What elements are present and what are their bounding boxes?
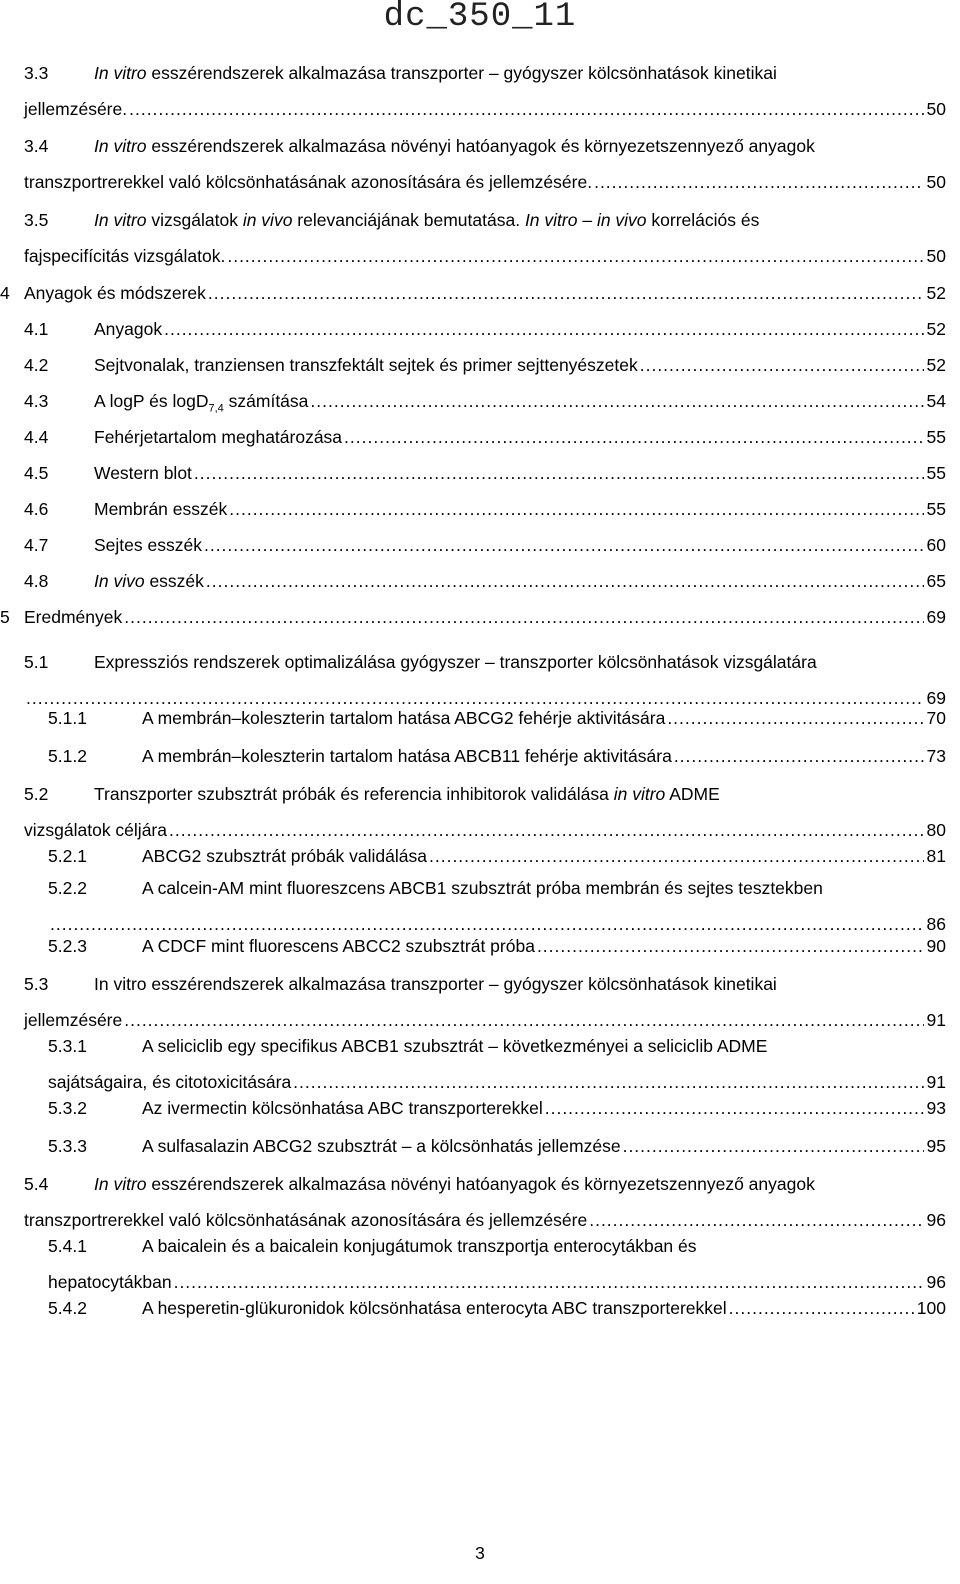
dot-leader: [729, 1290, 915, 1326]
entry-title-part: In vitro: [94, 63, 147, 83]
toc-entry-title-continuation: [24, 91, 127, 127]
entry-title-part: relevanciájának bemutatása.: [292, 210, 525, 230]
toc-entry[interactable]: [24, 455, 946, 491]
toc-entry-title: [142, 1128, 621, 1164]
entry-title-part: A baicalein és a baicalein konjugátumok transzportja enterocytákban és: [142, 1236, 697, 1256]
toc-entry-number: 4.2: [24, 355, 49, 375]
toc-entry-title: [142, 870, 823, 906]
entry-title-part: vizsgálatok: [146, 210, 243, 230]
entry-title-part: ADME: [665, 784, 720, 804]
toc-entry[interactable]: [0, 275, 946, 311]
entry-title-part: Expressziós rendszerek optimalizálása gyógyszer – transzporter kölcsönhatások vizsgálatára: [94, 652, 817, 672]
toc-entry-number: 3.5: [24, 210, 49, 230]
dot-leader: [537, 928, 924, 964]
entry-title-part: esszérendszerek alkalmazása növényi hatóanyagok és környezetszennyező anyagok: [146, 1174, 815, 1194]
toc-entry-number: 5: [0, 607, 10, 627]
toc-entry-page-number: 54: [926, 391, 946, 411]
entry-title-part: korrelációs és: [646, 210, 760, 230]
dot-leader: [667, 700, 924, 736]
toc-entry-page-number: 69: [926, 688, 946, 708]
toc-entry-title: [142, 928, 535, 964]
toc-entry-page-number: 69: [926, 607, 946, 627]
toc-entry[interactable]: [48, 1090, 946, 1126]
dot-leader: [206, 563, 924, 599]
toc-entry-number: 4.8: [24, 571, 49, 591]
document-header-watermark: dc_350_11: [383, 0, 577, 36]
dot-leader: [124, 599, 924, 635]
toc-entry-title: [142, 1228, 697, 1264]
entry-title-part: Membrán esszék: [94, 499, 228, 519]
page-number: 3: [475, 1543, 485, 1563]
toc-entry[interactable]: [24, 347, 946, 383]
toc-entry-title: [94, 563, 204, 599]
entry-title-part: –: [577, 210, 597, 230]
toc-entry[interactable]: [24, 383, 946, 419]
entry-title-part: számítása: [223, 391, 309, 411]
dot-leader: [429, 838, 924, 874]
entry-title-part: fajspecifícitás vizsgálatok.: [24, 246, 226, 266]
toc-entry-number: 4.5: [24, 463, 49, 483]
entry-title-part: transzportrerekkel való kölcsönhatásának azonosítására és jellemzésére: [24, 1210, 588, 1230]
toc-entry[interactable]: [48, 1128, 946, 1164]
toc-entry-page-number: 100: [916, 1298, 946, 1318]
toc-entry-title: [142, 1290, 727, 1326]
toc-entry-number: 4.3: [24, 391, 49, 411]
toc-entry-title: [94, 491, 227, 527]
entry-title-part: in vitro: [613, 784, 666, 804]
toc-entry-number: 5.3.1: [48, 1036, 87, 1056]
toc-entry-title: [24, 275, 206, 311]
toc-entry-title: [94, 527, 202, 563]
toc-entry-number: 5.1: [24, 652, 49, 672]
toc-entry-page-number: 55: [926, 427, 946, 447]
entry-title-part: 7,4: [208, 402, 224, 415]
toc-entry-title: [94, 419, 342, 455]
toc-entry-number: 5.1.2: [48, 746, 87, 766]
dot-leader: [674, 738, 924, 774]
dot-leader: [594, 164, 924, 200]
toc-entry-page-number: 52: [926, 355, 946, 375]
dot-leader: [640, 347, 924, 383]
entry-title-part: in vivo: [596, 210, 647, 230]
toc-entry-number: 4.4: [24, 427, 49, 447]
toc-entry-number: 4: [0, 283, 10, 303]
toc-entry[interactable]: [48, 1290, 946, 1326]
entry-title-part: In vivo: [94, 571, 145, 591]
entry-title-part: jellemzésére: [24, 1010, 123, 1030]
entry-title-part: A hesperetin-glükuronidok kölcsönhatása enterocyta ABC transzporterekkel: [142, 1298, 727, 1318]
entry-title-part: vizsgálatok céljára: [24, 820, 167, 840]
toc-entry-page-number: 91: [926, 1072, 946, 1092]
toc-entry-title: [24, 599, 122, 635]
toc-entry-page-number: 60: [926, 535, 946, 555]
entry-title-part: esszérendszerek alkalmazása növényi hatóanyagok és környezetszennyező anyagok: [146, 136, 815, 156]
toc-entry-page-number: 80: [926, 820, 946, 840]
toc-entry-title: [94, 644, 817, 680]
dot-leader: [204, 527, 924, 563]
toc-entry-page-number: 90: [926, 936, 946, 956]
toc-entry-title: [94, 455, 192, 491]
entry-title-part: Eredmények: [24, 607, 123, 627]
toc-entry-number: 5.2: [24, 784, 49, 804]
toc-entry[interactable]: [0, 599, 946, 635]
dot-leader: [623, 1128, 924, 1164]
toc-entry[interactable]: [24, 419, 946, 455]
entry-title-part: Transzporter szubsztrát próbák és referencia inhibitorok validálása: [94, 784, 614, 804]
entry-title-part: sajátságaira, és citotoxicitására: [48, 1072, 292, 1092]
toc-entry[interactable]: [48, 738, 946, 774]
entry-title-part: Az ivermectin kölcsönhatása ABC transzporterekkel: [142, 1098, 543, 1118]
toc-entry-page-number: 95: [926, 1136, 946, 1156]
toc-entry-title: [94, 202, 759, 238]
toc-entry-number: 5.4.1: [48, 1236, 87, 1256]
entry-title-part: esszérendszerek alkalmazása transzporter – gyógyszer kölcsönhatások kinetikai: [146, 63, 777, 83]
toc-entry-page-number: 52: [926, 319, 946, 339]
toc-entry-page-number: 52: [926, 283, 946, 303]
dot-leader: [310, 383, 924, 419]
toc-entry[interactable]: [48, 928, 946, 964]
entry-title-part: A seliciclib egy specifikus ABCB1 szubsztrát – következményei a seliciclib ADME: [142, 1036, 768, 1056]
toc-entry-title: [94, 776, 720, 812]
toc-entry-title: [94, 347, 638, 383]
toc-entry-number: 5.2.3: [48, 936, 87, 956]
toc-entry-number: 5.4.2: [48, 1298, 87, 1318]
toc-entry-page-number: 96: [926, 1210, 946, 1230]
toc-entry-number: 4.6: [24, 499, 49, 519]
entry-title-part: in vivo: [242, 210, 293, 230]
toc-entry-title: [94, 55, 777, 91]
dot-leader: [545, 1090, 924, 1126]
entry-title-part: A logP és logD: [94, 391, 209, 411]
toc-entry[interactable]: [24, 527, 946, 563]
toc-entry[interactable]: [24, 491, 946, 527]
entry-title-part: A calcein-AM mint fluoreszcens ABCB1 szubsztrát próba membrán és sejtes tesztekben: [142, 878, 823, 898]
toc-entry-title: [94, 1166, 815, 1202]
toc-entry-title: [142, 1090, 543, 1126]
entry-title-part: In vitro: [94, 136, 147, 156]
entry-title-part: A membrán–koleszterin tartalom hatása ABCB11 fehérje aktivitására: [142, 746, 672, 766]
toc-entry-page-number: 65: [926, 571, 946, 591]
toc-entry-number: 5.2.1: [48, 846, 87, 866]
entry-title-part: ABCG2 szubsztrát próbák validálása: [142, 846, 427, 866]
entry-title-part: transzportrerekkel való kölcsönhatásának azonosítására és jellemzésére.: [24, 172, 593, 192]
toc-entry-page-number: 93: [926, 1098, 946, 1118]
toc-entry[interactable]: [48, 700, 946, 736]
entry-title-part: esszék: [144, 571, 204, 591]
entry-title-part: In vitro: [94, 1174, 147, 1194]
toc-entry-page-number: 86: [926, 914, 946, 934]
toc-entry-number: 5.2.2: [48, 878, 87, 898]
toc-entry-title: [94, 311, 162, 347]
dot-leader: [227, 238, 924, 274]
toc-entry[interactable]: [48, 838, 946, 874]
entry-title-part: In vitro: [94, 210, 147, 230]
toc-entry-page-number: 70: [926, 708, 946, 728]
entry-title-part: Anyagok: [94, 319, 163, 339]
entry-title-part: Sejtes esszék: [94, 535, 202, 555]
entry-title-part: Western blot: [94, 463, 192, 483]
dot-leader: [344, 419, 924, 455]
toc-entry-number: 5.3.2: [48, 1098, 87, 1118]
dot-leader: [229, 491, 924, 527]
toc-entry-number: 5.3: [24, 974, 49, 994]
toc-entry[interactable]: [24, 563, 946, 599]
toc-entry-number: 5.4: [24, 1174, 49, 1194]
entry-title-part: A sulfasalazin ABCG2 szubsztrát – a kölcsönhatás jellemzése: [142, 1136, 621, 1156]
entry-title-part: A membrán–koleszterin tartalom hatása ABCG2 fehérje aktivitására: [142, 708, 666, 728]
entry-title-part: In vitro: [524, 210, 578, 230]
toc-entry-number: 5.1.1: [48, 708, 87, 728]
toc-entry-page-number: 50: [926, 99, 946, 119]
toc-entry[interactable]: [24, 202, 946, 274]
entry-title-part: jellemzésére.: [24, 99, 128, 119]
toc-entry-number: 3.3: [24, 63, 49, 83]
toc-entry[interactable]: [24, 128, 946, 200]
toc-entry-title-continuation: [24, 164, 592, 200]
toc-entry-page-number: 91: [926, 1010, 946, 1030]
entry-title-part: Sejtvonalak, tranziensen transzfektált sejtek és primer sejttenyészetek: [94, 355, 638, 375]
toc-entry-page-number: 96: [926, 1272, 946, 1292]
toc-entry[interactable]: [24, 55, 946, 127]
toc-entry-title: [142, 700, 665, 736]
dot-leader: [194, 455, 924, 491]
entry-title-part: A CDCF mint fluorescens ABCC2 szubsztrát próba: [142, 936, 535, 956]
toc-entry-title-continuation: [24, 238, 225, 274]
toc-entry-page-number: 50: [926, 172, 946, 192]
toc-entry[interactable]: [24, 311, 946, 347]
toc-entry-page-number: 55: [926, 499, 946, 519]
toc-entry-number: 5.3.3: [48, 1136, 87, 1156]
toc-entry-page-number: 73: [926, 746, 946, 766]
toc-entry-title: [94, 128, 815, 164]
dot-leader: [164, 311, 924, 347]
entry-title-part: Fehérjetartalom meghatározása: [94, 427, 343, 447]
toc-entry-number: 4.1: [24, 319, 49, 339]
toc-entry-title: [142, 1028, 767, 1064]
toc-entry-title: [94, 966, 777, 1002]
entry-title-part: In vitro esszérendszerek alkalmazása transzporter – gyógyszer kölcsönhatások kinetikai: [94, 974, 777, 994]
toc-entry-page-number: 50: [926, 246, 946, 266]
toc-entry-title: [142, 838, 427, 874]
toc-entry-page-number: 81: [926, 846, 946, 866]
dot-leader: [208, 275, 924, 311]
entry-title-part: hepatocytákban: [48, 1272, 172, 1292]
dot-leader: [129, 91, 924, 127]
toc-entry-number: 4.7: [24, 535, 49, 555]
toc-entry-title: [142, 738, 672, 774]
toc-entry-page-number: 55: [926, 463, 946, 483]
entry-title-part: Anyagok és módszerek: [24, 283, 206, 303]
toc-entry-number: 3.4: [24, 136, 49, 156]
